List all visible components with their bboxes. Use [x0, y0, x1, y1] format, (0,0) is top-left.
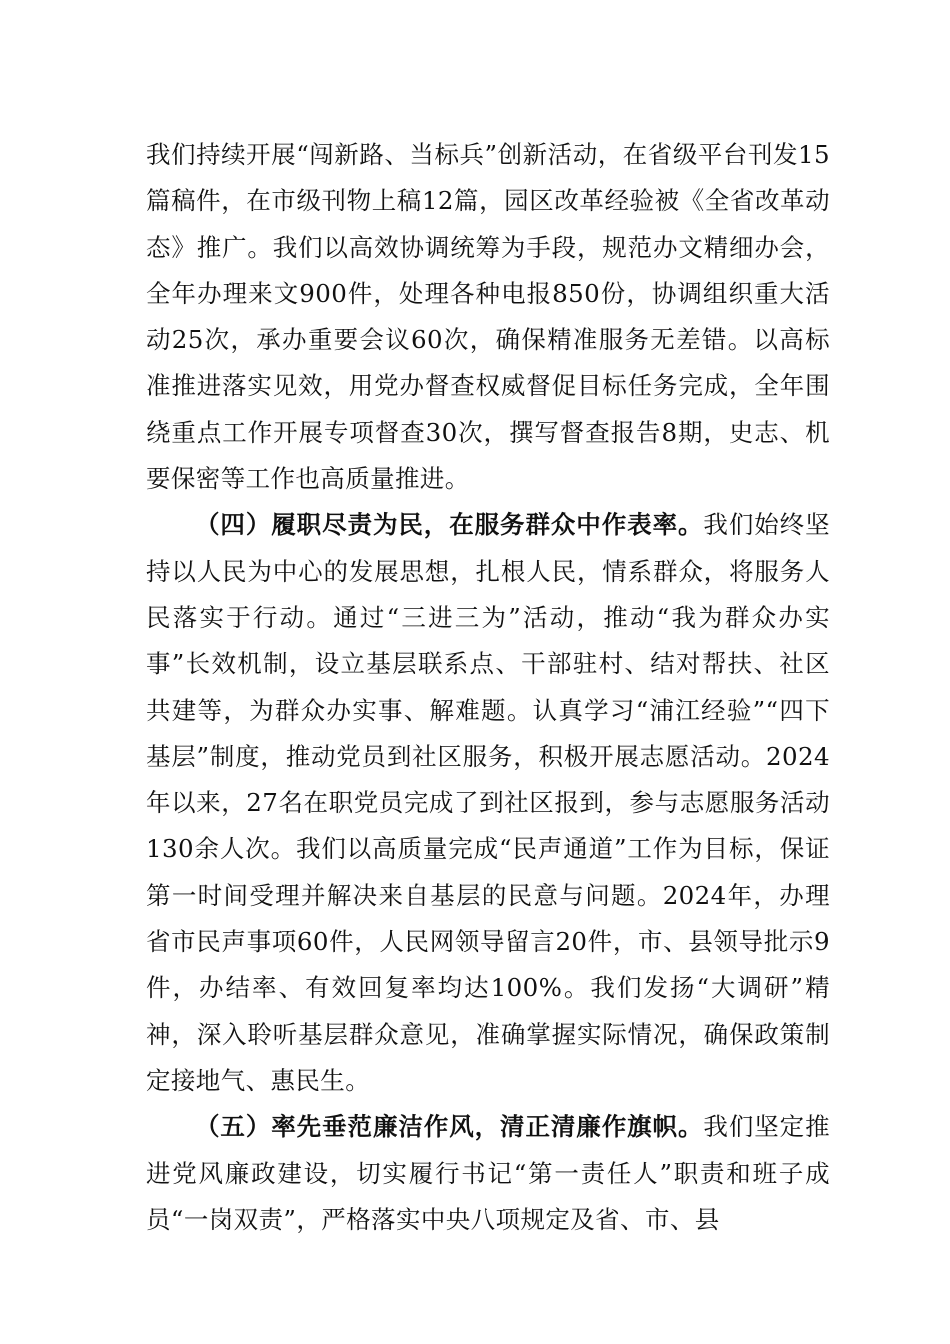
paragraph-body: 我们始终坚持以人民为中心的发展思想，扎根人民，情系群众，将服务人民落实于行动。通过“三进三为”活动，推动“我为群众办实事”长效机制，设立基层联系点、干部驻村、结对帮扶、社区共建等，为群众办实事、解难题。认真学习“浦江经验”“四下基层”制度，推动党员到社区服务，积极开展志愿活动。2024年以来，27名在职党员完成了到社区报到，参与志愿服务活动130余人次。我们以高质量完成“民声通道”工作为目标，保证第一时间受理并解决来自基层的民意与问题。2024年，办理省市民声事项60件，人民网领导留言20件，市、县领导批示9件，办结率、有效回复率均达100%。我们发扬“大调研”精神，深入聆听基层群众意见，准确掌握实际情况，确保政策制定接地气、惠民生。 [146, 510, 831, 1095]
paragraph-body: 我们坚定推进党风廉政建设，切实履行书记“第一责任人”职责和班子成员“一岗双责”，严格落实中央八项规定及省、市、县 [146, 1112, 831, 1234]
document-page [146, 132, 830, 1243]
section-heading-five: （五）率先垂范廉洁作风，清正清廉作旗帜。 [195, 1112, 704, 1142]
section-heading-four: （四）履职尽责为民，在服务群众中作表率。 [195, 510, 704, 540]
paragraph-work-summary [146, 132, 830, 502]
paragraph-integrity [146, 1104, 830, 1243]
paragraph-serve-people [146, 502, 830, 1104]
paragraph-body: 我们持续开展“闯新路、当标兵”创新活动，在省级平台刊发15篇稿件，在市级刊物上稿12篇，园区改革经验被《全省改革动态》推广。我们以高效协调统筹为手段，规范办文精细办会，全年办理来文900件，处理各种电报850份，协调组织重大活动25次，承办重要会议60次，确保精准服务无差错。以高标准推进落实见效，用党办督查权威督促目标任务完成，全年围绕重点工作开展专项督查30次，撰写督查报告8期，史志、机要保密等工作也高质量推进。 [146, 140, 830, 494]
